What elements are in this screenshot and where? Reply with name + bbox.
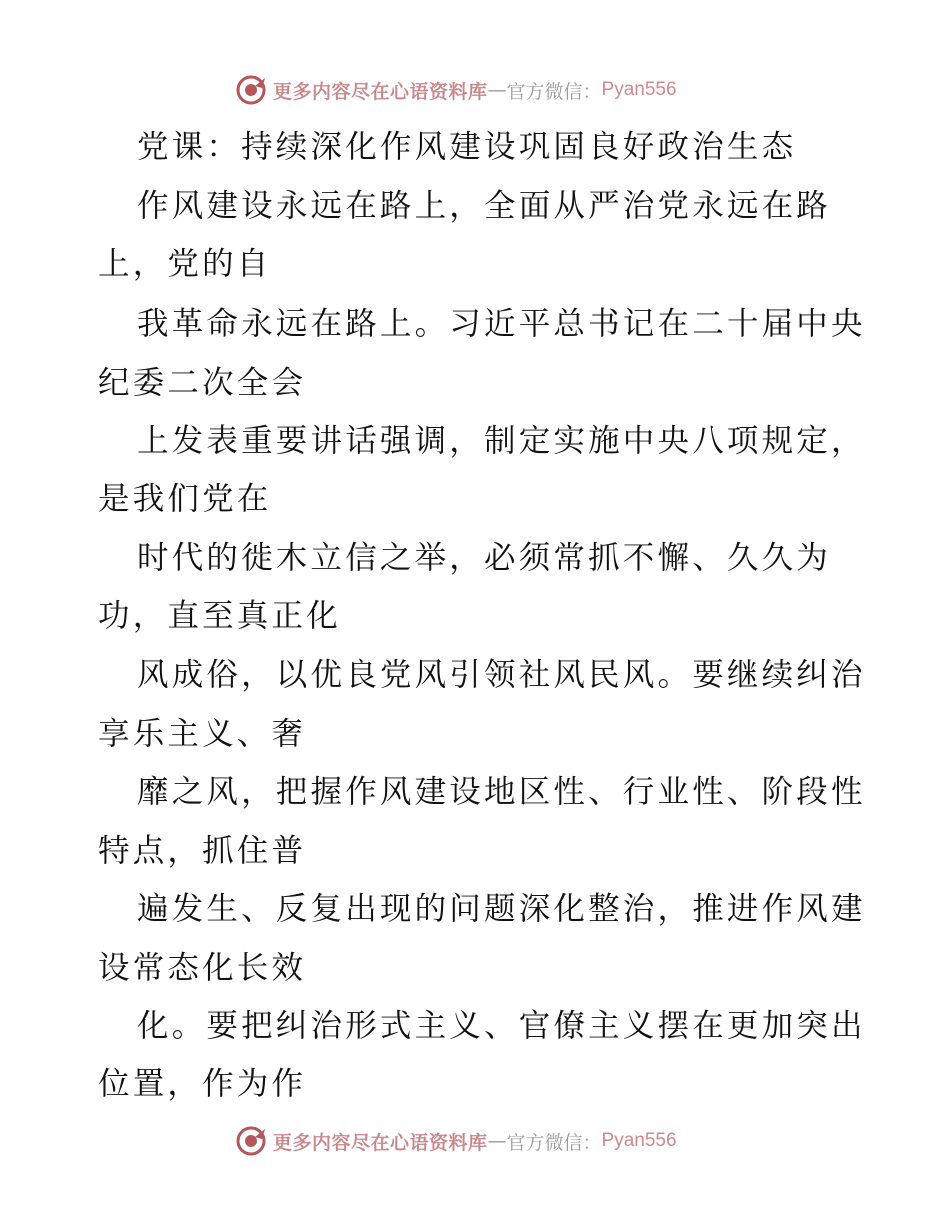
body-line: 作风建设永远在路上，全面从严治党永远在路 [137, 188, 832, 224]
body-line: 享乐主义、奢 [98, 716, 307, 752]
body-line: 特点，抓住普 [98, 833, 307, 869]
banner-main-text: 更多内容尽在心语资料库 [273, 1131, 488, 1154]
brand-logo-icon [235, 1125, 267, 1157]
body-line: 风成俗，以优良党风引领社风民风。要继续纠治 [137, 657, 866, 693]
body-line: 设常态化长效 [98, 950, 307, 986]
body-line: 遍发生、反复出现的问题深化整治，推进作风建 [137, 891, 866, 927]
body-line: 功，直至真正化 [98, 598, 341, 634]
banner-sub-text: 官方微信： [506, 1131, 602, 1154]
header-banner [235, 73, 755, 107]
banner-dash: — [487, 1130, 507, 1152]
body-line: 上发表重要讲话强调，制定实施中央八项规定， [137, 423, 866, 459]
body-line: 靡之风，把握作风建设地区性、行业性、阶段性 [137, 774, 866, 810]
body-line: 位置，作为作 [98, 1066, 307, 1102]
banner-dash: — [487, 79, 507, 101]
brand-logo-icon [235, 74, 267, 106]
banner-account: Pyan556 [601, 1130, 677, 1151]
banner-main-text: 更多内容尽在心语资料库 [273, 80, 488, 103]
footer-banner [235, 1124, 755, 1158]
document-title: 党课：持续深化作风建设巩固良好政治生态 [137, 129, 797, 165]
banner-sub-text: 官方微信： [506, 80, 602, 103]
body-line: 时代的徙木立信之举，必须常抓不懈、久久为 [137, 540, 832, 576]
body-line: 化。要把纠治形式主义、官僚主义摆在更加突出 [137, 1008, 866, 1044]
body-line: 上，党的自 [98, 246, 272, 282]
body-line: 是我们党在 [98, 481, 272, 517]
body-line: 我革命永远在路上。习近平总书记在二十届中央 [137, 306, 866, 342]
body-line: 纪委二次全会 [98, 365, 307, 401]
banner-account: Pyan556 [601, 79, 677, 100]
